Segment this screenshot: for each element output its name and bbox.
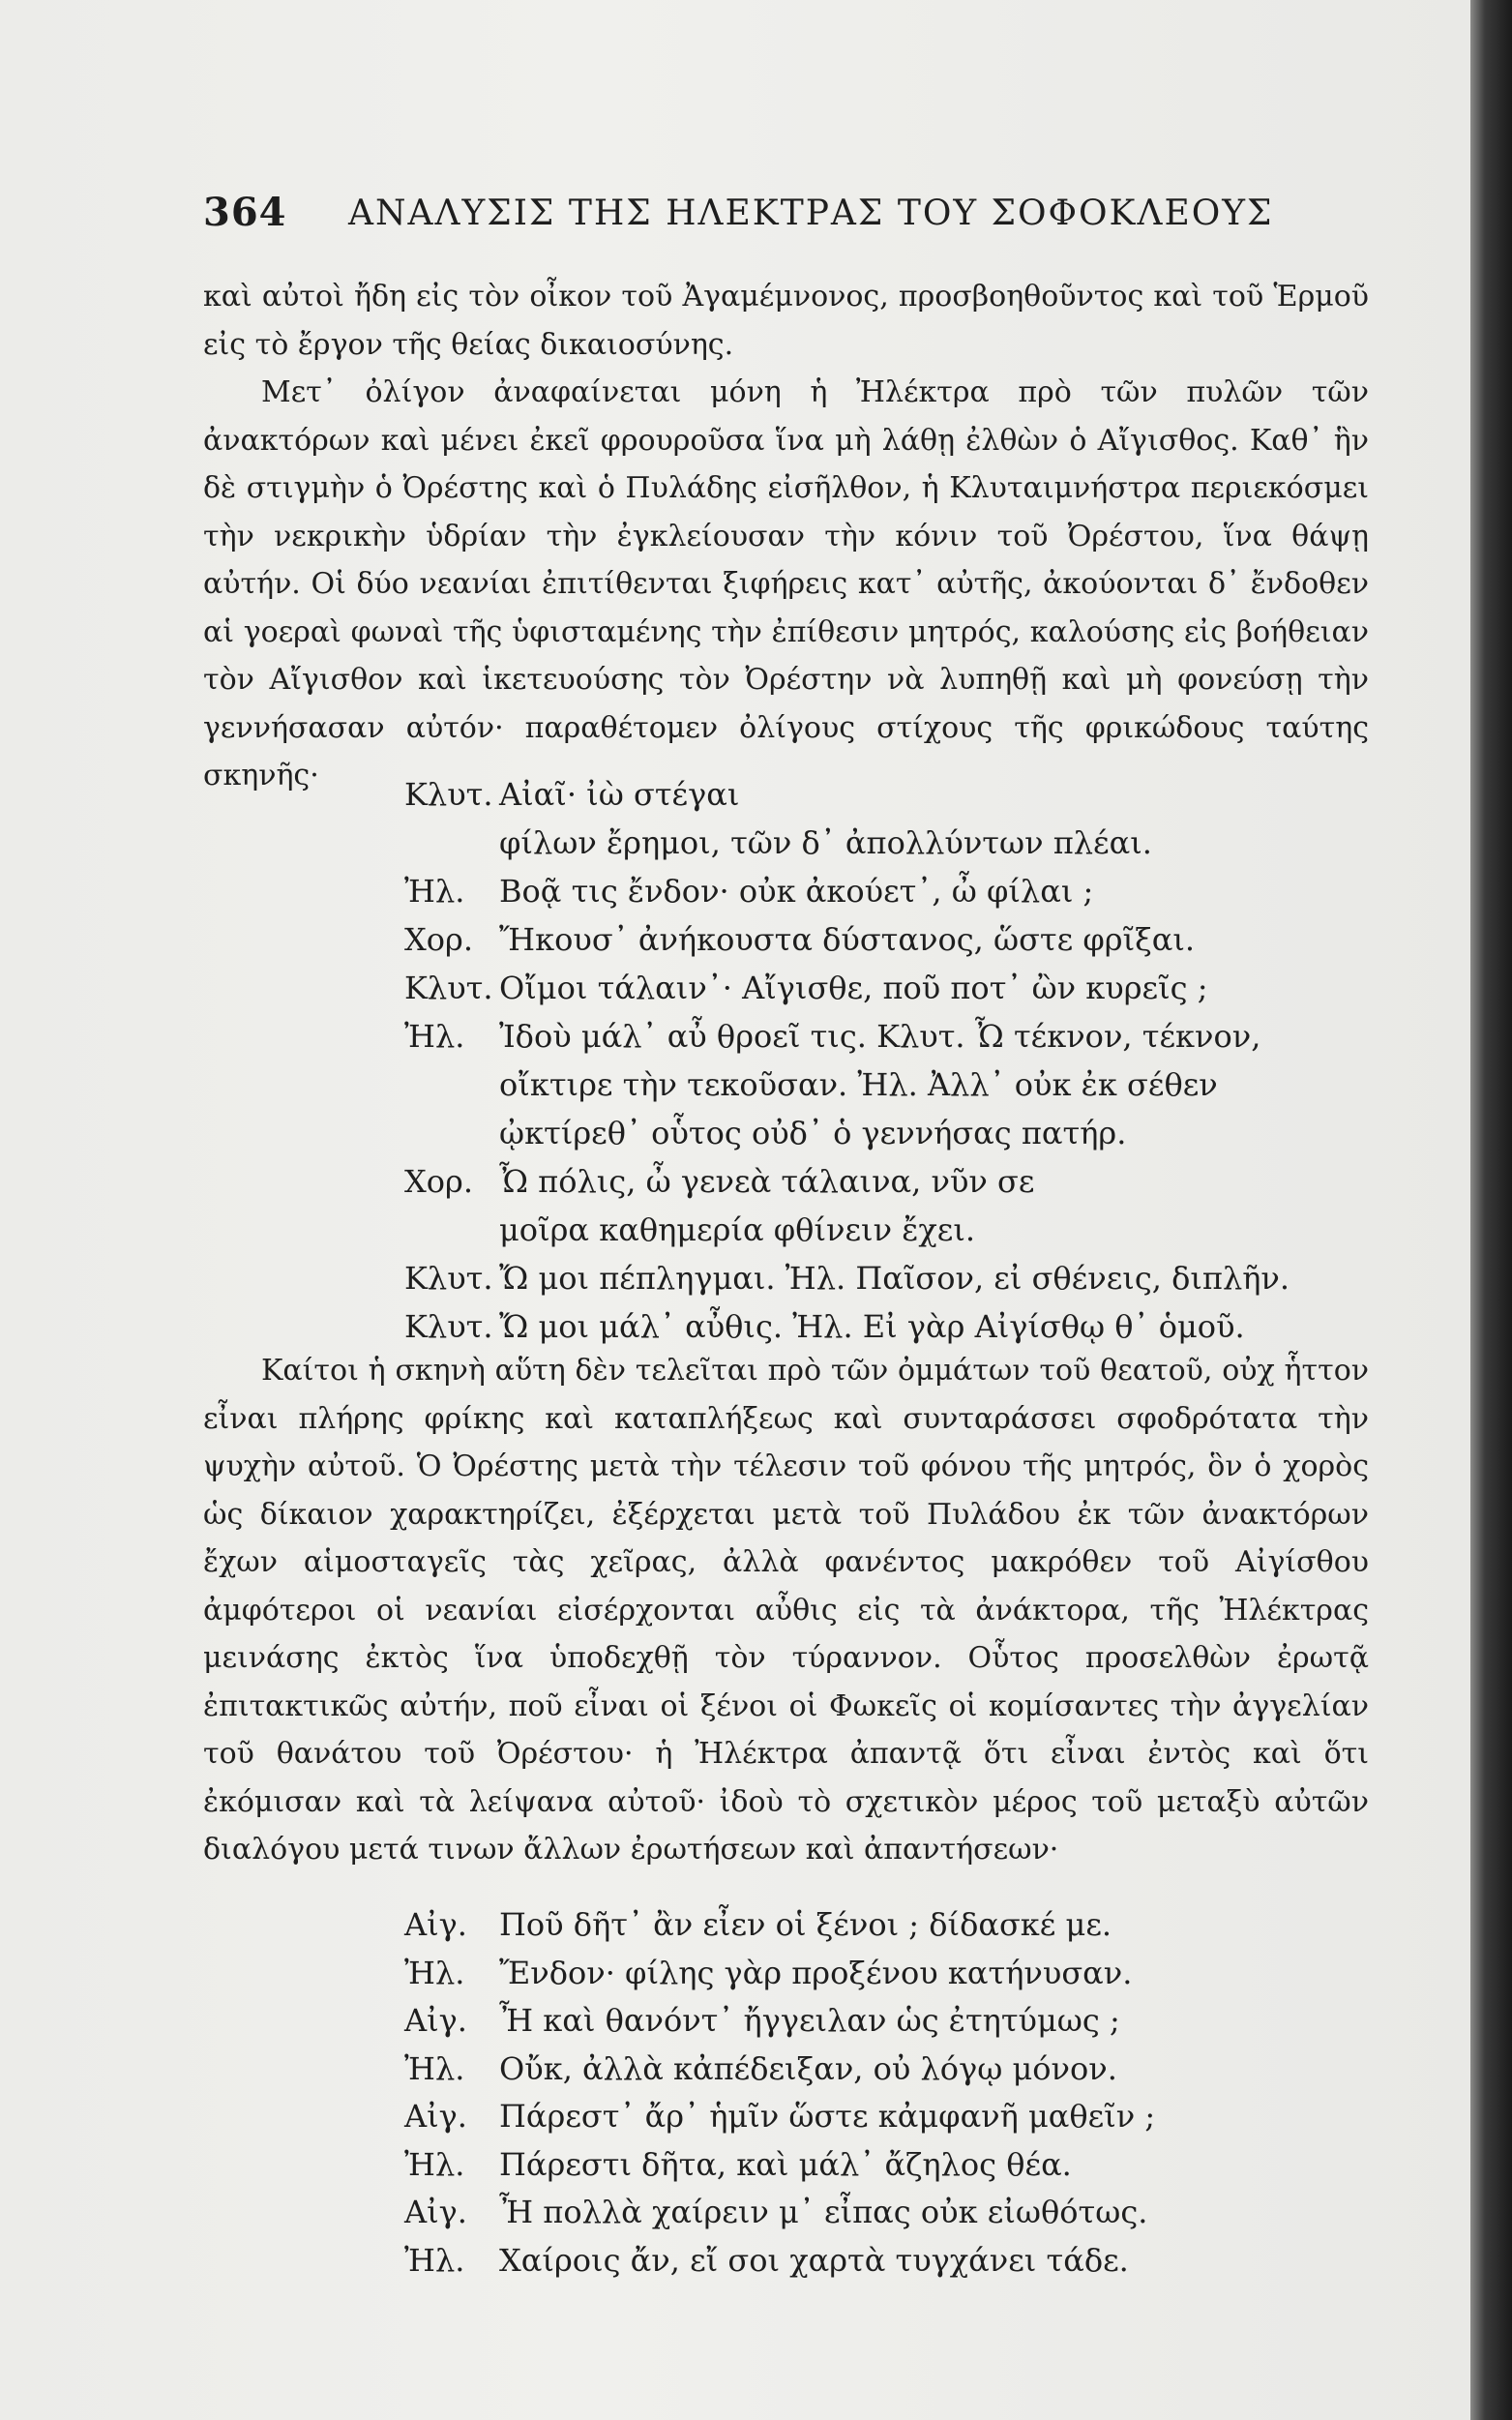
dialogue-line [404,2189,1362,2237]
speaker-label: Ἠλ. [404,2145,465,2183]
speaker-label: Αἰγ. [404,2098,467,2135]
speaker-label: Αἰγ. [404,2002,467,2039]
verse-text: Πάρεστ᾽ ἄρ᾽ ἡμῖν ὥστε κἀμφανῆ μαθεῖν ; [499,2098,1156,2135]
verse-text: Βοᾷ τις ἔνδον· οὐκ ἀκούετ᾽, ὦ φίλαι ; [499,873,1094,910]
speaker-label: Ἠλ. [404,873,465,910]
dialogue-line [404,1901,1362,1950]
speaker-label: Ἠλ. [404,2049,465,2087]
dialogue-line [404,1109,1362,1157]
verse-text: Ποῦ δῆτ᾽ ἂν εἶεν οἱ ξένοι ; δίδασκέ με. [499,1906,1112,1943]
dialogue-line [404,1302,1362,1351]
verse-text: Ὦ πόλις, ὦ γενεὰ τάλαινα, νῦν σε [499,1163,1035,1200]
speaker-label: Ἠλ. [404,1018,465,1055]
dialogue-line [404,964,1362,1012]
dialogue-block-1 [404,770,1362,1351]
verse-text: Ἦ πολλὰ χαίρειν μ᾽ εἶπας οὐκ εἰωθότως. [499,2194,1148,2230]
paragraph: Μετ᾽ ὀλίγον ἀναφαίνεται μόνη ἡ Ἠλέκτρα πρὸ τῶν πυλῶν τῶν ἀνακτόρων καὶ μένει ἐκεῖ φρουροῦσα ἵνα μὴ λάθῃ ἐλθὼν ὁ Αἴγισθος. Καθ᾽ ἣν δὲ στιγμὴν ὁ Ὀρέστης καὶ ὁ Πυλάδης εἰσῆλθον, ἡ Κλυταιμνήστρα περιεκόσμει τὴν νεκρικὴν ὑδρίαν τὴν ἐγκλείουσαν τὴν κόνιν τοῦ Ὀρέστου, ἵνα θάψῃ αὐτήν. Οἱ δύο νεανίαι ἐπιτίθενται ξιφήρεις κατ᾽ αὐτῆς, ἀκούονται δ᾽ ἔνδοθεν αἱ γοεραὶ φωναὶ τῆς ὑφισταμένης τὴν ἐπίθεσιν μητρός, καλούσης εἰς βοήθειαν τὸν Αἴγισθον καὶ ἱκετευούσης τὸν Ὀρέστην νὰ λυπηθῇ καὶ μὴ φονεύσῃ τὴν γεννήσασαν αὐτόν· παραθέτομεν ὀλίγους στίχους τῆς φρικώδους ταύτης σκηνῆς· [203,375,1369,792]
verse-text: οἴκτιρε τὴν τεκοῦσαν. Ἠλ. Ἀλλ᾽ οὐκ ἐκ σέθεν [499,1066,1218,1103]
verse-text: φίλων ἔρημοι, τῶν δ᾽ ἀπολλύντων πλέαι. [499,824,1152,861]
dialogue-line [404,2046,1362,2094]
verse-text: Χαίροις ἄν, εἴ σοι χαρτὰ τυγχάνει τάδε. [499,2241,1129,2279]
speaker-label: Αἰγ. [404,2194,467,2230]
paragraph: Καίτοι ἡ σκηνὴ αὕτη δὲν τελεῖται πρὸ τῶν ὀμμάτων τοῦ θεατοῦ, οὐχ ἧττον εἶναι πλήρης φρίκης καὶ καταπλήξεως καὶ συνταράσσει σφοδρότατα τὴν ψυχὴν αὐτοῦ. Ὁ Ὀρέστης μετὰ τὴν τέλεσιν τοῦ φόνου τῆς μητρός, ὃν ὁ χορὸς ὡς δίκαιον χαρακτηρίζει, ἐξέρχεται μετὰ τοῦ Πυλάδου ἐκ τῶν ἀνακτόρων ἔχων αἱμοσταγεῖς τὰς χεῖρας, ἀλλὰ φανέντος μακρόθεν τοῦ Αἰγίσθου ἀμφότεροι οἱ νεανίαι εἰσέρχονται αὖθις εἰς τὰ ἀνάκτορα, τῆς Ἠλέκτρας μεινάσης ἐκτὸς ἵνα ὑποδεχθῇ τὸν τύραννον. Οὗτος προσελθὼν ἐρωτᾷ ἐπιτακτικῶς αὐτήν, ποῦ εἶναι οἱ ξένοι οἱ Φωκεῖς οἱ κομίσαντες τὴν ἀγγελίαν τοῦ θανάτου τοῦ Ὀρέστου· ἡ Ἠλέκτρα ἀπαντᾷ ὅτι εἶναι ἐντὸς καὶ ὅτι ἐκόμισαν καὶ τὰ λείψανα αὐτοῦ· ἰδοὺ τὸ σχετικὸν μέρος τοῦ μεταξὺ αὐτῶν διαλόγου μετά τινων ἄλλων ἐρωτήσεων καὶ ἀπαντήσεων· [203,1354,1369,1867]
verse-text: Οὔκ, ἀλλὰ κἀπέδειξαν, οὐ λόγῳ μόνον. [499,2049,1117,2087]
verse-text: Οἴμοι τάλαιν᾽· Αἴγισθε, ποῦ ποτ᾽ ὢν κυρεῖς ; [499,970,1208,1006]
dialogue-line [404,1254,1362,1302]
dialogue-line [404,915,1362,964]
paragraph: καὶ αὐτοὶ ἤδη εἰς τὸν οἶκον τοῦ Ἀγαμέμνονος, προσβοηθοῦντος καὶ τοῦ Ἑρμοῦ εἰς τὸ ἔργον τῆς θείας δικαιοσύνης. [203,280,1369,362]
speaker-label: Κλυτ. [404,1308,493,1345]
verse-text: Ἤκουσ᾽ ἀνήκουστα δύστανος, ὥστε φρῖξαι. [499,921,1196,958]
verse-text: Αἰαῖ· ἰὼ στέγαι [499,776,740,813]
dialogue-line [404,867,1362,915]
speaker-label: Κλυτ. [404,970,493,1006]
dialogue-line [404,1206,1362,1254]
verse-text: μοῖρα καθημερία φθίνειν ἔχει. [499,1211,976,1248]
verse-text: Ἰδοὺ μάλ᾽ αὖ θροεῖ τις. Κλυτ. Ὦ τέκνον, τέκνον, [499,1018,1261,1055]
dialogue-line [404,1157,1362,1206]
page-header [203,190,1364,248]
dialogue-line [404,1061,1362,1109]
verse-text: Ἦ καὶ θανόντ᾽ ἤγγειλαν ὡς ἐτητύμως ; [499,2002,1120,2039]
dialogue-line [404,1950,1362,1998]
dialogue-line [404,2237,1362,2286]
speaker-label: Κλυτ. [404,776,493,813]
dialogue-line [404,819,1362,867]
dialogue-line [404,2141,1362,2190]
verse-text: Ὤ μοι μάλ᾽ αὖθις. Ἠλ. Εἰ γὰρ Αἰγίσθῳ θ᾽ ὁμοῦ. [499,1308,1245,1345]
page-number: 364 [203,190,287,235]
speaker-label: Αἰγ. [404,1906,467,1943]
dialogue-line [404,1012,1362,1061]
dialogue-block-2 [404,1901,1362,2285]
prose-block-1 [203,273,1369,800]
dialogue-line [404,1997,1362,2046]
verse-text: Ὤ μοι πέπληγμαι. Ἠλ. Παῖσον, εἰ σθένεις, διπλῆν. [499,1260,1290,1297]
speaker-label: Χορ. [404,921,474,958]
speaker-label: Ἠλ. [404,1954,465,1991]
speaker-label: Ἠλ. [404,2241,465,2279]
speaker-label: Κλυτ. [404,1260,493,1297]
dialogue-line [404,770,1362,819]
verse-text: ᾠκτίρεθ᾽ οὗτος οὐδ᾽ ὁ γεννήσας πατήρ. [499,1115,1127,1151]
prose-block-2 [203,1347,1369,1874]
dialogue-line [404,2093,1362,2141]
running-title: ΑΝΑΛΥΣΙΣ ΤΗΣ ΗΛΕΚΤΡΑΣ ΤΟΥ ΣΟΦΟΚΛΕΟΥΣ [348,194,1274,233]
verse-text: Ἔνδον· φίλης γὰρ προξένου κατήνυσαν. [499,1954,1133,1991]
speaker-label: Χορ. [404,1163,474,1200]
book-spine-shadow [1470,0,1512,2420]
verse-text: Πάρεστι δῆτα, καὶ μάλ᾽ ἄζηλος θέα. [499,2145,1072,2183]
